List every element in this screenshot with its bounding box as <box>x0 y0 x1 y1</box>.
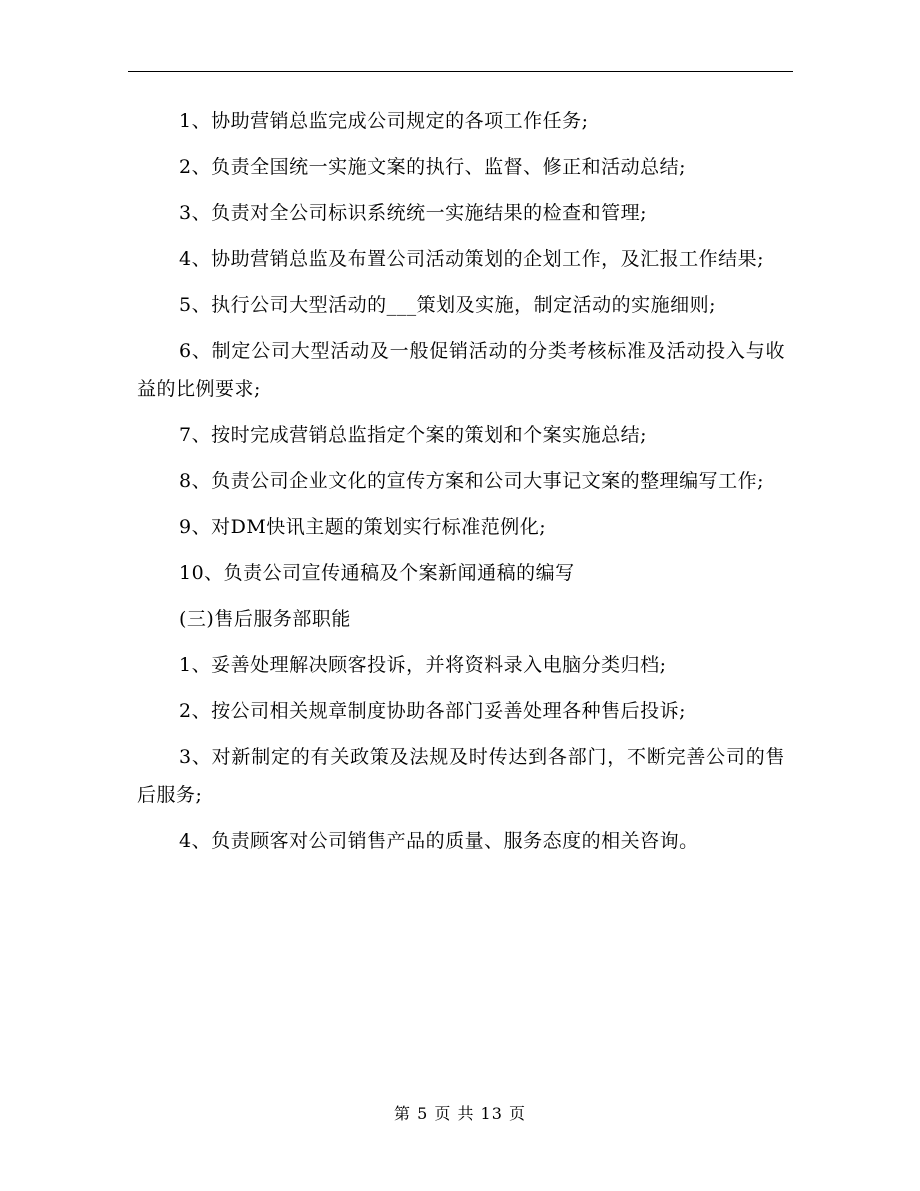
document-body <box>137 102 785 868</box>
paragraph: 2、按公司相关规章制度协助各部门妥善处理各种售后投诉; <box>179 700 686 722</box>
paragraph: 4、负责顾客对公司销售产品的质量、服务态度的相关咨询。 <box>179 830 699 852</box>
paragraph: 3、对新制定的有关政策及法规及时传达到各部门，不断完善公司的售后服务; <box>137 746 785 806</box>
page-number: 第 5 页 共 13 页 <box>394 1104 526 1123</box>
paragraph: 6、制定公司大型活动及一般促销活动的分类考核标准及活动投入与收益的比例要求; <box>137 340 785 400</box>
paragraph: 5、执行公司大型活动的___策划及实施，制定活动的实施细则; <box>179 294 716 316</box>
paragraph: 9、对DM快讯主题的策划实行标准范例化; <box>179 516 547 538</box>
paragraph: 4、协助营销总监及布置公司活动策划的企划工作，及汇报工作结果; <box>179 248 764 270</box>
paragraph: 1、协助营销总监完成公司规定的各项工作任务; <box>179 110 589 132</box>
paragraph: 7、按时完成营销总监指定个案的策划和个案实施总结; <box>179 424 647 446</box>
paragraph: 8、负责公司企业文化的宣传方案和公司大事记文案的整理编写工作; <box>179 470 764 492</box>
paragraph: 2、负责全国统一实施文案的执行、监督、修正和活动总结; <box>179 156 686 178</box>
paragraph: 1、妥善处理解决顾客投诉，并将资料录入电脑分类归档; <box>179 654 667 676</box>
paragraph: 10、负责公司宣传通稿及个案新闻通稿的编写 <box>179 562 575 584</box>
paragraph: 3、负责对全公司标识系统统一实施结果的检查和管理; <box>179 202 647 224</box>
section-heading: (三)售后服务部职能 <box>179 608 351 630</box>
header-rule <box>128 71 793 72</box>
